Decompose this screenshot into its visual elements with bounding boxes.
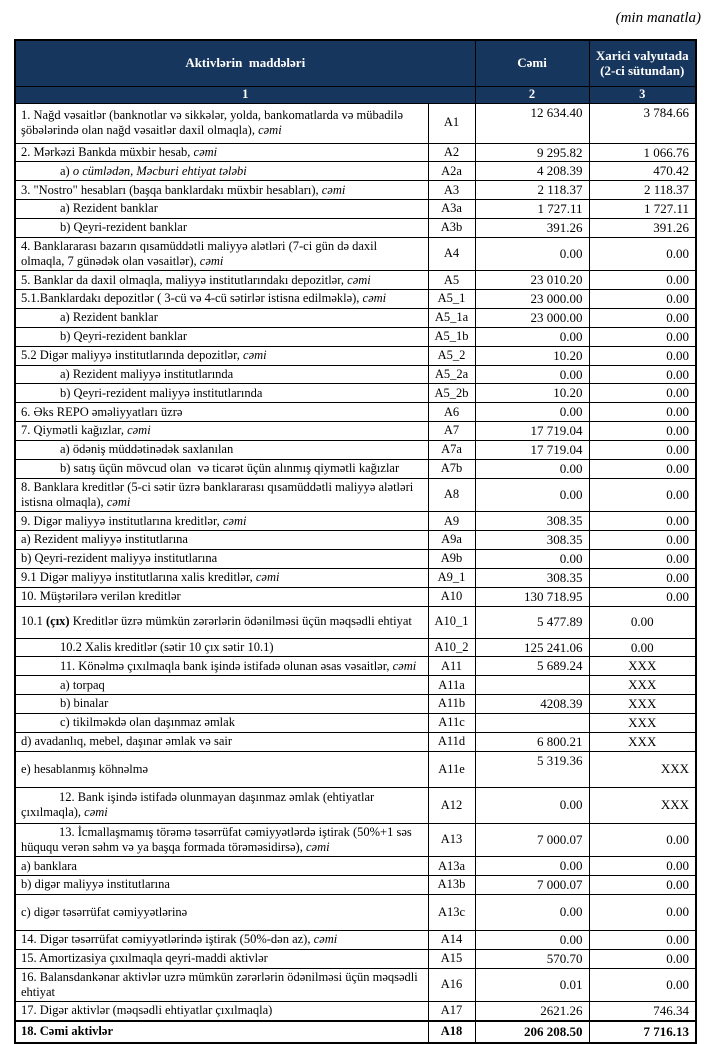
item-label-segment: 5.2 Digər maliyyə institutlarında depozitlər, [21, 348, 244, 363]
total-value-cell: 391.26 [475, 218, 589, 237]
item-label-cell [15, 459, 428, 478]
table-row [15, 459, 696, 478]
item-label-cell [15, 549, 428, 568]
table-row [15, 876, 696, 895]
table-row [15, 968, 696, 1002]
item-label-cell [15, 200, 428, 219]
item-code-cell: A4 [428, 237, 475, 271]
item-label-segment: 12. Bank işində istifadə olunmayan daşınmaz əmlak (ehtiyatlar çıxılmaqla), [21, 789, 378, 820]
item-label-segment: c) digər təsərrüfat cəmiyyətlərinə [21, 904, 188, 919]
item-label-segment: cəmi [199, 254, 224, 269]
foreign-currency-value-cell: 0.00 [589, 894, 696, 930]
foreign-currency-value-cell: 1 066.76 [589, 143, 696, 162]
table-row [15, 695, 696, 714]
item-code-cell: A3 [428, 181, 475, 200]
item-label-segment: cəmi [321, 182, 346, 197]
total-value-cell: 0.00 [475, 237, 589, 271]
foreign-currency-value-cell: 0.00 [589, 587, 696, 606]
foreign-currency-value-cell: 0.00 [589, 403, 696, 422]
item-label-segment: 15. Amortizasiya çıxılmaqla qeyri-maddi aktivlər [21, 951, 268, 966]
foreign-currency-value-cell: 391.26 [589, 218, 696, 237]
item-code-cell: A1 [428, 103, 475, 143]
total-value-cell: 5 319.36 [475, 751, 589, 787]
item-code-cell: A11d [428, 732, 475, 751]
item-label-segment: a) ödəniş müddətinədək saxlanılan [60, 442, 234, 457]
item-label-segment: 3. "Nostro" hesabları (başqa banklardakı müxbir hesabları), [21, 182, 322, 197]
foreign-currency-value-cell: 0.00 [589, 823, 696, 857]
total-value-cell: 23 000.00 [475, 290, 589, 309]
table-row [15, 271, 696, 290]
item-code-cell: A16 [428, 968, 475, 1002]
item-code-cell: A12 [428, 787, 475, 823]
item-label-segment: 6. Əks REPO əməliyyatları üzrə [21, 404, 183, 419]
table-row [15, 365, 696, 384]
foreign-currency-value-cell: 0.00 [589, 237, 696, 271]
table-row [15, 949, 696, 968]
item-code-cell: A7 [428, 422, 475, 441]
item-label-segment: o cümlədən, Məcburi ehtiyat tələbi [72, 163, 247, 178]
item-code-cell: A11c [428, 713, 475, 732]
foreign-currency-value-cell: 1 727.11 [589, 200, 696, 219]
item-label-segment: cəmi [255, 570, 280, 585]
total-value-cell: 125 241.06 [475, 638, 589, 657]
item-code-cell: A9_1 [428, 568, 475, 587]
table-row [15, 549, 696, 568]
item-label-cell [15, 271, 428, 290]
item-label-segment: 10.1 [21, 614, 46, 629]
item-label-segment: 9.1 Digər maliyyə institutlarına xalis kreditlər, [21, 570, 256, 585]
table-row [15, 162, 696, 181]
item-label-cell [15, 930, 428, 949]
item-label-segment: cəmi [106, 495, 131, 509]
item-label-cell [15, 676, 428, 695]
item-label-cell [15, 422, 428, 441]
foreign-currency-value-cell: 0.00 [589, 949, 696, 968]
table-body [15, 103, 696, 1043]
column-number-2: 2 [475, 86, 589, 103]
total-value-cell: 130 718.95 [475, 587, 589, 606]
column-header-foreign-currency: Xarici valyutada (2-ci sütundan) [589, 40, 696, 86]
total-value-cell: 10.20 [475, 346, 589, 365]
total-value-cell: 12 634.40 [475, 103, 589, 143]
column-header-items: Aktivlərin maddələri [15, 40, 475, 86]
total-value-cell: 0.00 [475, 478, 589, 512]
total-value-cell: 7 000.07 [475, 823, 589, 857]
foreign-currency-value-cell: 0.00 [589, 512, 696, 531]
item-code-cell: A9b [428, 549, 475, 568]
item-code-cell: A9 [428, 512, 475, 531]
table-row [15, 1021, 696, 1043]
foreign-currency-value-cell: 0.00 [589, 606, 696, 638]
item-code-cell: A18 [428, 1021, 475, 1043]
item-label-segment: 5. Banklar da daxil olmaqla, maliyyə institutlarındakı depozitlər, [21, 272, 348, 287]
table-row [15, 787, 696, 823]
item-label-cell [15, 638, 428, 657]
column-number-row [15, 86, 696, 103]
item-code-cell: A5_2 [428, 346, 475, 365]
item-label-cell [15, 162, 428, 181]
item-code-cell: A6 [428, 403, 475, 422]
total-value-cell: 9 295.82 [475, 143, 589, 162]
table-row [15, 606, 696, 638]
total-value-cell: 308.35 [475, 512, 589, 531]
table-row [15, 531, 696, 550]
item-label-cell [15, 531, 428, 550]
item-label-segment: (çıx) [46, 614, 70, 629]
item-label-cell [15, 876, 428, 895]
item-code-cell: A5 [428, 271, 475, 290]
foreign-currency-value-cell: XXX [589, 751, 696, 787]
table-row [15, 894, 696, 930]
item-code-cell: A11 [428, 657, 475, 676]
item-label-segment: a) Rezident banklar [60, 310, 158, 325]
item-label-segment: cəmi [222, 513, 247, 528]
item-code-cell: A5_1b [428, 327, 475, 346]
total-value-cell: 0.00 [475, 930, 589, 949]
item-label-segment: cəmi [305, 839, 330, 854]
total-value-cell [475, 713, 589, 732]
item-code-cell: A13c [428, 894, 475, 930]
total-value-cell: 0.00 [475, 365, 589, 384]
item-label-segment: b) digər maliyyə institutlarına [21, 877, 170, 892]
foreign-currency-value-cell: XXX [589, 676, 696, 695]
item-label-segment: b) Qeyri-rezident banklar [60, 329, 188, 344]
item-label-cell [15, 365, 428, 384]
table-row [15, 441, 696, 460]
total-value-cell: 6 800.21 [475, 732, 589, 751]
table-row [15, 218, 696, 237]
item-label-segment: cəmi [362, 291, 387, 306]
item-label-cell [15, 237, 428, 271]
foreign-currency-value-cell: 746.34 [589, 1002, 696, 1021]
total-value-cell: 2621.26 [475, 1002, 589, 1021]
item-code-cell: A10_1 [428, 606, 475, 638]
item-label-cell [15, 478, 428, 512]
table-row [15, 857, 696, 876]
total-value-cell: 23 010.20 [475, 271, 589, 290]
table-row [15, 346, 696, 365]
item-code-cell: A5_1 [428, 290, 475, 309]
item-code-cell: A13 [428, 823, 475, 857]
item-code-cell: A2 [428, 143, 475, 162]
item-code-cell: A5_2a [428, 365, 475, 384]
table-row [15, 237, 696, 271]
item-label-segment: b) Qeyri-rezident maliyyə institutlarında [60, 385, 263, 400]
total-value-cell: 23 000.00 [475, 309, 589, 328]
item-label-cell [15, 327, 428, 346]
assets-table [14, 39, 697, 1044]
item-code-cell: A11b [428, 695, 475, 714]
foreign-currency-value-cell: XXX [589, 657, 696, 676]
foreign-currency-value-cell: XXX [589, 713, 696, 732]
total-value-cell: 1 727.11 [475, 200, 589, 219]
table-row [15, 1002, 696, 1021]
item-label-cell [15, 606, 428, 638]
table-row [15, 930, 696, 949]
item-code-cell: A7b [428, 459, 475, 478]
item-label-segment: 7. Qiymətli kağızlar, [21, 423, 128, 438]
total-value-cell: 5 689.24 [475, 657, 589, 676]
item-label-cell [15, 403, 428, 422]
item-code-cell: A14 [428, 930, 475, 949]
item-label-cell [15, 441, 428, 460]
item-label-cell [15, 309, 428, 328]
table-row [15, 587, 696, 606]
total-value-cell: 2 118.37 [475, 181, 589, 200]
total-value-cell [475, 676, 589, 695]
table-row [15, 290, 696, 309]
foreign-currency-value-cell: 0.00 [589, 857, 696, 876]
total-value-cell: 308.35 [475, 568, 589, 587]
item-label-cell [15, 657, 428, 676]
item-label-cell [15, 346, 428, 365]
foreign-currency-value-cell: XXX [589, 787, 696, 823]
table-row [15, 478, 696, 512]
table-row [15, 384, 696, 403]
table-row [15, 823, 696, 857]
foreign-currency-value-cell: 0.00 [589, 549, 696, 568]
item-label-segment: b) satış üçün mövcud olan və ticarət üçün alınmış qiymətli kağızlar [60, 461, 400, 476]
item-code-cell: A9a [428, 531, 475, 550]
total-value-cell: 570.70 [475, 949, 589, 968]
item-label-segment: cəmi [243, 348, 267, 363]
foreign-currency-value-cell: 0.00 [589, 290, 696, 309]
item-code-cell: A7a [428, 441, 475, 460]
currency-unit-note: (min manatla) [615, 10, 701, 26]
item-code-cell: A3a [428, 200, 475, 219]
item-label-cell [15, 290, 428, 309]
item-code-cell: A8 [428, 478, 475, 512]
item-code-cell: A10 [428, 587, 475, 606]
item-label-cell [15, 1021, 428, 1043]
foreign-currency-value-cell: 0.00 [589, 478, 696, 512]
total-value-cell: 0.00 [475, 787, 589, 823]
total-value-cell: 4 208.39 [475, 162, 589, 181]
total-value-cell: 0.00 [475, 327, 589, 346]
foreign-currency-value-cell: 0.00 [589, 422, 696, 441]
foreign-currency-value-cell: 3 784.66 [589, 103, 696, 143]
item-label-segment: b) binalar [60, 696, 109, 711]
foreign-currency-value-cell: 0.00 [589, 568, 696, 587]
foreign-currency-value-cell: 0.00 [589, 384, 696, 403]
item-label-segment: a) torpaq [60, 677, 105, 692]
item-code-cell: A11a [428, 676, 475, 695]
foreign-currency-value-cell: 0.00 [589, 876, 696, 895]
item-label-segment: a) banklara [21, 858, 77, 873]
item-label-cell [15, 894, 428, 930]
item-label-segment: Kreditlər üzrə mümkün zərərlərin ödənilməsi üçün məqsədli ehtiyat [69, 614, 412, 629]
table-row [15, 732, 696, 751]
foreign-currency-value-cell: 0.00 [589, 327, 696, 346]
item-label-segment: b) Qeyri-rezident banklar [60, 220, 188, 235]
table-row [15, 403, 696, 422]
item-label-segment: 11. Könəlmə çıxılmaqla bank işində istifadə olunan əsas vəsaitlər, [60, 658, 393, 673]
item-label-cell [15, 218, 428, 237]
foreign-currency-value-cell: 2 118.37 [589, 181, 696, 200]
foreign-currency-value-cell: 470.42 [589, 162, 696, 181]
item-label-cell [15, 857, 428, 876]
column-number-1: 1 [15, 86, 475, 103]
foreign-currency-value-cell: 0.00 [589, 531, 696, 550]
item-label-segment: 10.2 Xalis kreditlər (sətir 10 çıx sətir 10.1) [60, 639, 274, 654]
total-value-cell: 0.00 [475, 403, 589, 422]
total-value-cell: 0.00 [475, 894, 589, 930]
total-value-cell: 308.35 [475, 531, 589, 550]
item-label-segment: 9. Digər maliyyə institutlarına kreditlər, [21, 513, 223, 528]
item-label-segment: d) avadanlıq, mebel, daşınar əmlak və sair [21, 734, 233, 749]
foreign-currency-value-cell: 0.00 [589, 459, 696, 478]
foreign-currency-value-cell: 0.00 [589, 968, 696, 1002]
total-value-cell: 10.20 [475, 384, 589, 403]
item-label-cell [15, 181, 428, 200]
foreign-currency-value-cell: 0.00 [589, 441, 696, 460]
table-row [15, 422, 696, 441]
item-label-segment: cəmi [84, 805, 108, 820]
item-label-segment: 8. Banklara kreditlər (5-ci sətir üzrə banklararası qısamüddətli maliyyə alətləri istisna olmaqla), [21, 479, 417, 509]
table-row [15, 181, 696, 200]
item-label-segment: 18. Cəmi aktivlər [21, 1024, 113, 1039]
total-value-cell: 0.00 [475, 857, 589, 876]
item-label-segment: 17. Digər aktivlər (məqsədli ehtiyatlar çıxılmaqla) [21, 1003, 273, 1018]
foreign-currency-value-cell: 0.00 [589, 346, 696, 365]
item-code-cell: A13b [428, 876, 475, 895]
item-label-segment: cəmi [392, 658, 417, 673]
item-label-cell [15, 751, 428, 787]
table-row [15, 327, 696, 346]
table-row [15, 512, 696, 531]
item-label-segment: b) Qeyri-rezident maliyyə institutlarına [21, 551, 218, 566]
total-value-cell: 5 477.89 [475, 606, 589, 638]
item-code-cell: A5_2b [428, 384, 475, 403]
item-label-segment: cəmi [258, 123, 282, 137]
item-label-cell [15, 568, 428, 587]
item-label-segment: 16. Balansdankənar aktivlər uzrə mümkün zərərlərin ödənilməsi üçün məqsədli ehtiyat [21, 969, 421, 999]
item-label-cell [15, 695, 428, 714]
item-code-cell: A17 [428, 1002, 475, 1021]
item-label-cell [15, 103, 428, 143]
column-header-total: Cəmi [475, 40, 589, 86]
item-label-segment: e) hesablanmış köhnəlmə [21, 761, 149, 776]
total-value-cell: 17 719.04 [475, 441, 589, 460]
item-code-cell: A5_1a [428, 309, 475, 328]
item-code-cell: A15 [428, 949, 475, 968]
total-value-cell: 0.00 [475, 549, 589, 568]
item-label-cell [15, 732, 428, 751]
item-label-cell [15, 1002, 428, 1021]
item-label-cell [15, 968, 428, 1002]
item-label-segment: cəmi [347, 272, 371, 287]
item-label-segment: 2. Mərkəzi Bankda müxbir hesab, [21, 144, 194, 159]
item-label-cell [15, 384, 428, 403]
item-label-segment: a) Rezident banklar [60, 201, 158, 216]
item-label-segment: 13. İcmallaşmamış törəmə təsərrüfat cəmiyyətlərdə iştirak (50%+1 səs hüququ verən səhm və ya başqa formada törəməsidirsə), [21, 824, 415, 854]
table-row [15, 638, 696, 657]
item-label-cell [15, 143, 428, 162]
table-row [15, 657, 696, 676]
foreign-currency-value-cell: XXX [589, 695, 696, 714]
item-code-cell: A2a [428, 162, 475, 181]
foreign-currency-value-cell: 0.00 [589, 365, 696, 384]
table-row [15, 200, 696, 219]
foreign-currency-value-cell: 0.00 [589, 309, 696, 328]
item-code-cell: A10_2 [428, 638, 475, 657]
total-value-cell: 7 000.07 [475, 876, 589, 895]
table-header [15, 40, 696, 103]
item-label-segment: 5.1.Banklardakı depozitlər ( 3-cü və 4-cü sətirlər istisna edilməklə), [21, 291, 363, 306]
table-row [15, 568, 696, 587]
table-row [15, 143, 696, 162]
total-value-cell: 4208.39 [475, 695, 589, 714]
item-label-segment: cəmi [193, 144, 218, 159]
item-label-segment: cəmi [127, 423, 151, 438]
table-row [15, 751, 696, 787]
item-label-cell [15, 823, 428, 857]
foreign-currency-value-cell: 0.00 [589, 271, 696, 290]
foreign-currency-value-cell: 0.00 [589, 930, 696, 949]
item-code-cell: A11e [428, 751, 475, 787]
item-label-cell [15, 512, 428, 531]
item-label-segment: 14. Digər təsərrüfat cəmiyyətlərində iştirak (50%-dən az), [21, 932, 314, 947]
item-label-segment: a) Rezident maliyyə institutlarına [21, 532, 188, 547]
item-label-segment: a) Rezident maliyyə institutlarında [60, 366, 234, 381]
item-label-segment: 4. Banklararası bazarın qısamüddətli maliyyə alətləri (7-ci gün də daxil olmaqla, 7 günədək olan vəsaitlər), [21, 238, 381, 269]
item-label-segment: c) tikilməkdə olan daşınmaz əmlak [60, 715, 235, 730]
foreign-currency-value-cell: 7 716.13 [589, 1021, 696, 1043]
item-label-cell [15, 949, 428, 968]
item-label-cell [15, 713, 428, 732]
item-label-segment: 10. Müştərilərə verilən kreditlər [21, 588, 181, 603]
item-code-cell: A13a [428, 857, 475, 876]
total-value-cell: 17 719.04 [475, 422, 589, 441]
item-label-cell [15, 787, 428, 823]
foreign-currency-value-cell: XXX [589, 732, 696, 751]
table-header-row [15, 40, 696, 86]
item-code-cell: A3b [428, 218, 475, 237]
item-label-segment: a) [60, 163, 73, 178]
table-row [15, 103, 696, 143]
column-number-3: 3 [589, 86, 696, 103]
item-label-cell [15, 587, 428, 606]
table-row [15, 676, 696, 695]
total-value-cell: 0.00 [475, 459, 589, 478]
item-label-segment: cəmi [313, 932, 338, 947]
item-label-segment: 1. Nağd vəsaitlər (banknotlar və sikkələr, yolda, bankomatlarda və mübadilə şöbələrində olan nağd vəsaitlər daxil olmaqla), [21, 107, 407, 137]
table-row [15, 713, 696, 732]
total-value-cell: 206 208.50 [475, 1021, 589, 1043]
table-row [15, 309, 696, 328]
foreign-currency-value-cell: 0.00 [589, 638, 696, 657]
total-value-cell: 0.01 [475, 968, 589, 1002]
